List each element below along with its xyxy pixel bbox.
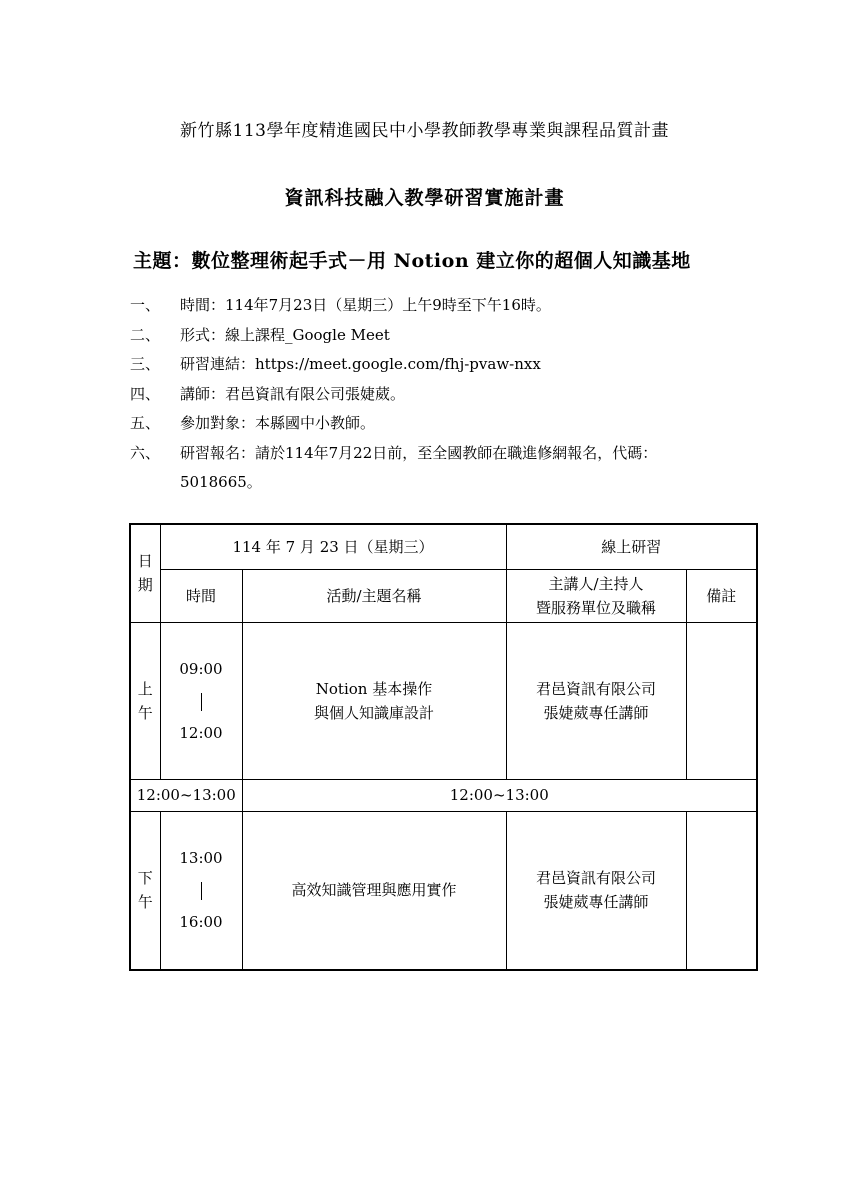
table-row [130,779,757,811]
morning-time [160,622,242,779]
table-row [130,811,757,970]
table-row [130,569,757,622]
list-item-text: 講師：君邑資訊有限公司張婕葳。 [180,384,406,403]
list-item-number: 三、 [130,355,161,373]
date-column-label: 日 期 [130,524,160,622]
list-item-number: 一、 [130,296,161,314]
morning-note [686,622,757,779]
note-header: 備註 [686,569,757,622]
afternoon-time [160,811,242,970]
list-item [130,321,730,351]
afternoon-activity: 高效知識管理與應用實作 [242,811,506,970]
table-row [130,524,757,569]
list-item [130,291,730,321]
list-item-number: 五、 [130,414,161,432]
end-time: 16:00 [179,913,223,932]
mode-header: 線上研習 [506,524,757,569]
list-item-text: 研習報名：請於114年7月22日前，至全國教師在職進修網報名，代碼：5018665。 [180,443,658,491]
schedule-table [129,523,758,971]
page-title: 資訊科技融入教學研習實施計畫 [284,187,565,209]
list-item-number: 四、 [130,384,161,403]
activity-header: 活動/主題名稱 [242,569,506,622]
list-item [130,439,730,498]
time-separator [161,874,242,906]
afternoon-note [686,811,757,970]
speaker-header: 主講人/主持人 暨服務單位及職稱 [506,569,686,622]
subject-heading: 主題：數位整理術起手式－用 Notion 建立你的超個人知識基地 [133,250,691,272]
list-item-text: 形式：線上課程_Google Meet [180,325,390,344]
list-item [130,380,730,410]
date-header: 114 年 7 月 23 日（星期三） [160,524,506,569]
morning-activity: Notion 基本操作 與個人知識庫設計 [242,622,506,779]
morning-label: 上 午 [130,622,160,779]
break-time: 12:00~13:00 [130,779,242,811]
list-item-text: 研習連結：https://meet.google.com/fhj-pvaw-nxx [180,355,541,373]
afternoon-label: 下 午 [130,811,160,970]
time-separator [161,685,242,717]
start-time: 09:00 [179,659,223,678]
afternoon-speaker: 君邑資訊有限公司 張婕葳專任講師 [506,811,686,970]
morning-speaker: 君邑資訊有限公司 張婕葳專任講師 [506,622,686,779]
start-time: 13:00 [179,849,223,868]
plan-header: 新竹縣113學年度精進國民中小學教師教學專業與課程品質計畫 [180,121,669,141]
list-item-number: 六、 [130,443,161,462]
table-row [130,622,757,779]
list-item-number: 二、 [130,325,161,344]
info-list [130,291,730,498]
list-item [130,350,730,380]
list-item-text: 時間：114年7月23日（星期三）上午9時至下午16時。 [180,296,551,314]
break-description: 12:00~13:00 [242,779,757,811]
time-header: 時間 [160,569,242,622]
list-item [130,409,730,439]
list-item-text: 參加對象：本縣國中小教師。 [180,414,376,432]
end-time: 12:00 [179,723,223,742]
